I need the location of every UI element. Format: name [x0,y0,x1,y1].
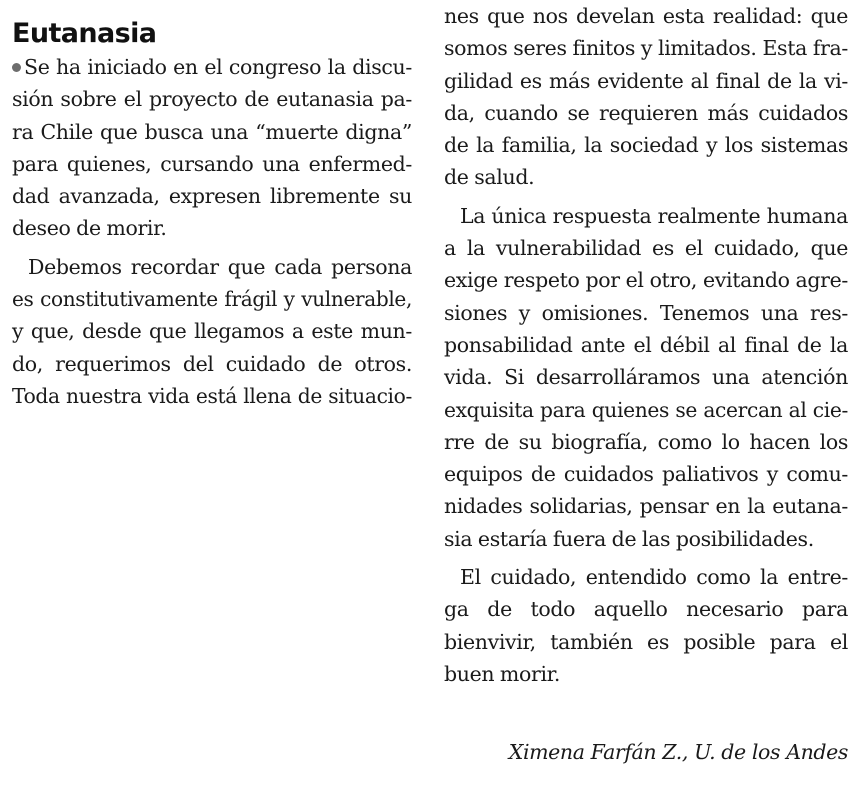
text-line: da, cuando se requieren más cuidados [444,100,848,125]
paragraph-3 [444,200,848,555]
text-line: nes que nos develan esta realidad: que [444,4,848,28]
text-line: El cuidado, entendido como la entre- [460,565,848,590]
text-line: somos seres finitos y limitados. Esta fra- [444,36,848,61]
text-line: bienvivir, también es posible para el [444,629,848,654]
text-line: gilidad es más evidente al final de la vi- [444,68,848,93]
text-line: deseo de morir. [12,216,167,241]
text-line: y que, desde que llegamos a este mun- [12,319,412,344]
text-line: dad avanzada, expresen libremente su [12,184,412,209]
bullet-icon [12,63,21,72]
text-line: vida. Si desarrolláramos una atención [444,365,848,390]
article-title: Eutanasia [12,18,157,49]
paragraph-2-cont [444,0,848,194]
text-line: Toda nuestra vida está llena de situacio- [12,383,412,408]
paragraph-1 [12,51,412,245]
text-line: ponsabilidad ante el débil al final de la [444,332,848,357]
text-line: a la vulnerabilidad es el cuidado, que [444,236,848,261]
text-line: para quienes, cursando una enfermed- [12,151,412,176]
text-line: exquisita para quienes se acercan al cie- [444,397,848,422]
paragraph-4 [444,561,848,690]
right-column [444,0,848,690]
text-line: sión sobre el proyecto de eutanasia pa- [12,87,412,112]
text-line: equipos de cuidados paliativos y comu- [444,462,848,487]
text-line: rre de su biografía, como lo hacen los [444,429,848,454]
text-line: Se ha iniciado en el congreso la discu- [12,51,412,83]
text-line: buen morir. [444,661,561,686]
text-line: es constitutivamente frágil y vulnerable, [12,287,412,312]
text-line: La única respuesta realmente humana [460,203,848,228]
text-line: siones y omisiones. Tenemos una res- [444,300,848,325]
text-line: ra Chile que busca una “muerte digna” [12,119,412,144]
author-signature: Ximena Farfán Z., U. de los Andes [508,740,848,764]
text-line: Debemos recordar que cada persona [28,254,412,279]
text-line: sia estaría fuera de las posibilidades. [444,526,814,551]
paragraph-2 [12,251,412,412]
text-line: do, requerimos del cuidado de otros. [12,351,412,376]
text-line: exige respeto por el otro, evitando agre- [444,268,848,293]
left-column [12,0,412,412]
text-line: de salud. [444,165,535,190]
text-line: ga de todo aquello necesario para [444,597,848,622]
text-line: de la familia, la sociedad y los sistemas [444,133,848,158]
text-line: nidades solidarias, pensar en la eutana- [444,494,848,519]
